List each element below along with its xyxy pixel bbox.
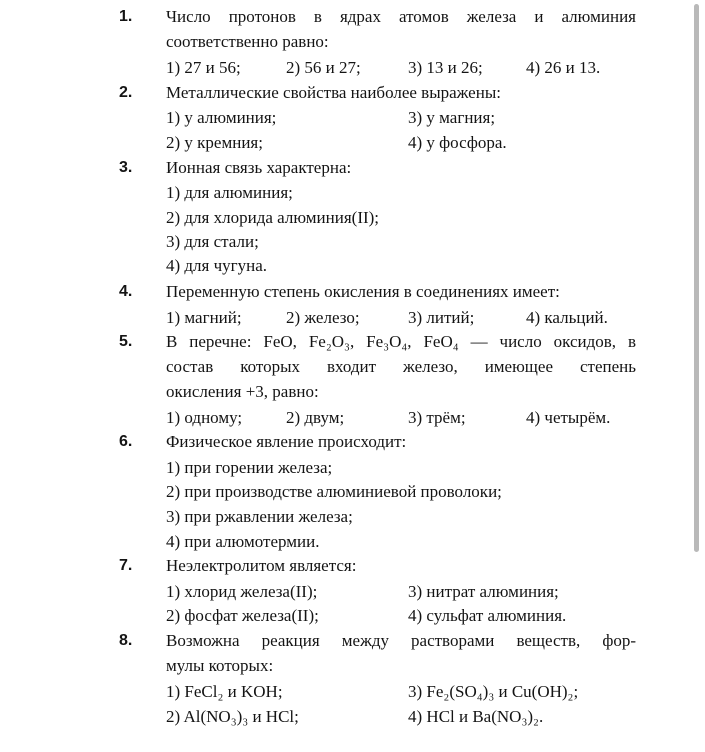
answer-option: 4) у фосфора. xyxy=(408,133,507,152)
question-text-line: окисления +3, равно: xyxy=(166,382,319,401)
answer-option: 4) HCl и Ba(NO₃)₂. xyxy=(408,707,544,726)
question-text-line: Физическое явление происходит: xyxy=(166,432,407,451)
answer-option: 2) для хлорида алюминия(II); xyxy=(166,208,380,227)
question-text-line: Ионная связь характерна: xyxy=(166,158,352,177)
question-text-line: состав которых входит железо, имеющее степень xyxy=(166,357,636,376)
question-number: 1. xyxy=(119,8,133,25)
answer-option: 1) 27 и 56; xyxy=(166,58,241,77)
question-text-line: мулы которых: xyxy=(166,656,274,675)
answer-option: 4) при алюмотермии. xyxy=(166,532,320,551)
answer-option: 3) для стали; xyxy=(166,232,259,251)
question-text-line: Переменную степень окисления в соединениях имеет: xyxy=(166,282,560,301)
scrollbar[interactable] xyxy=(694,4,699,552)
answer-option: 3) Fe₂(SO₄)₃ и Cu(OH)₂; xyxy=(408,682,579,701)
question-number: 5. xyxy=(119,333,133,350)
answer-option: 1) у алюминия; xyxy=(166,108,277,127)
answer-option: 4) кальций. xyxy=(526,308,608,327)
answer-option: 4) для чугуна. xyxy=(166,256,268,275)
answer-option: 4) 26 и 13. xyxy=(526,58,601,77)
answer-option: 2) Al(NO₃)₃ и HCl; xyxy=(166,707,299,726)
answer-option: 4) сульфат алюминия. xyxy=(408,606,567,625)
question-number: 7. xyxy=(119,557,133,574)
question-number: 4. xyxy=(119,283,133,300)
answer-option: 2) при производстве алюминиевой проволоки; xyxy=(166,482,502,501)
answer-option: 3) нитрат алюминия; xyxy=(408,582,559,601)
answer-option: 1) для алюминия; xyxy=(166,183,293,202)
answer-option: 1) при горении железа; xyxy=(166,458,333,477)
answer-option: 3) литий; xyxy=(408,308,475,327)
question-text-line: Число протонов в ядрах атомов железа и алюминия xyxy=(166,7,636,26)
question-number: 2. xyxy=(119,84,133,101)
answer-option: 1) FeCl₂ и KOH; xyxy=(166,682,283,701)
answer-option: 2) двум; xyxy=(286,408,345,427)
answer-option: 3) у магния; xyxy=(408,108,496,127)
question-text-line: Возможна реакция между растворами веществ, фор- xyxy=(166,631,636,650)
answer-option: 2) фосфат железа(II); xyxy=(166,606,319,625)
question-text-line: Металлические свойства наиболее выражены: xyxy=(166,83,501,102)
question-text-line: Неэлектролитом является: xyxy=(166,556,357,575)
question-number: 8. xyxy=(119,632,133,649)
answer-option: 1) одному; xyxy=(166,408,243,427)
answer-option: 2) у кремния; xyxy=(166,133,263,152)
answer-option: 4) четырём. xyxy=(526,408,611,427)
answer-option: 1) магний; xyxy=(166,308,242,327)
question-text-line: соответственно равно: xyxy=(166,32,329,51)
answer-option: 2) железо; xyxy=(286,308,360,327)
answer-option: 3) трём; xyxy=(408,408,466,427)
answer-option: 1) хлорид железа(II); xyxy=(166,582,318,601)
answer-option: 3) при ржавлении железа; xyxy=(166,507,353,526)
question-number: 6. xyxy=(119,433,133,450)
answer-option: 2) 56 и 27; xyxy=(286,58,361,77)
answer-option: 3) 13 и 26; xyxy=(408,58,483,77)
question-text-line: В перечне: FeO, Fe₂O₃, Fe₃O₄, FeO₄ — число оксидов, в xyxy=(166,332,636,351)
question-number: 3. xyxy=(119,159,133,176)
